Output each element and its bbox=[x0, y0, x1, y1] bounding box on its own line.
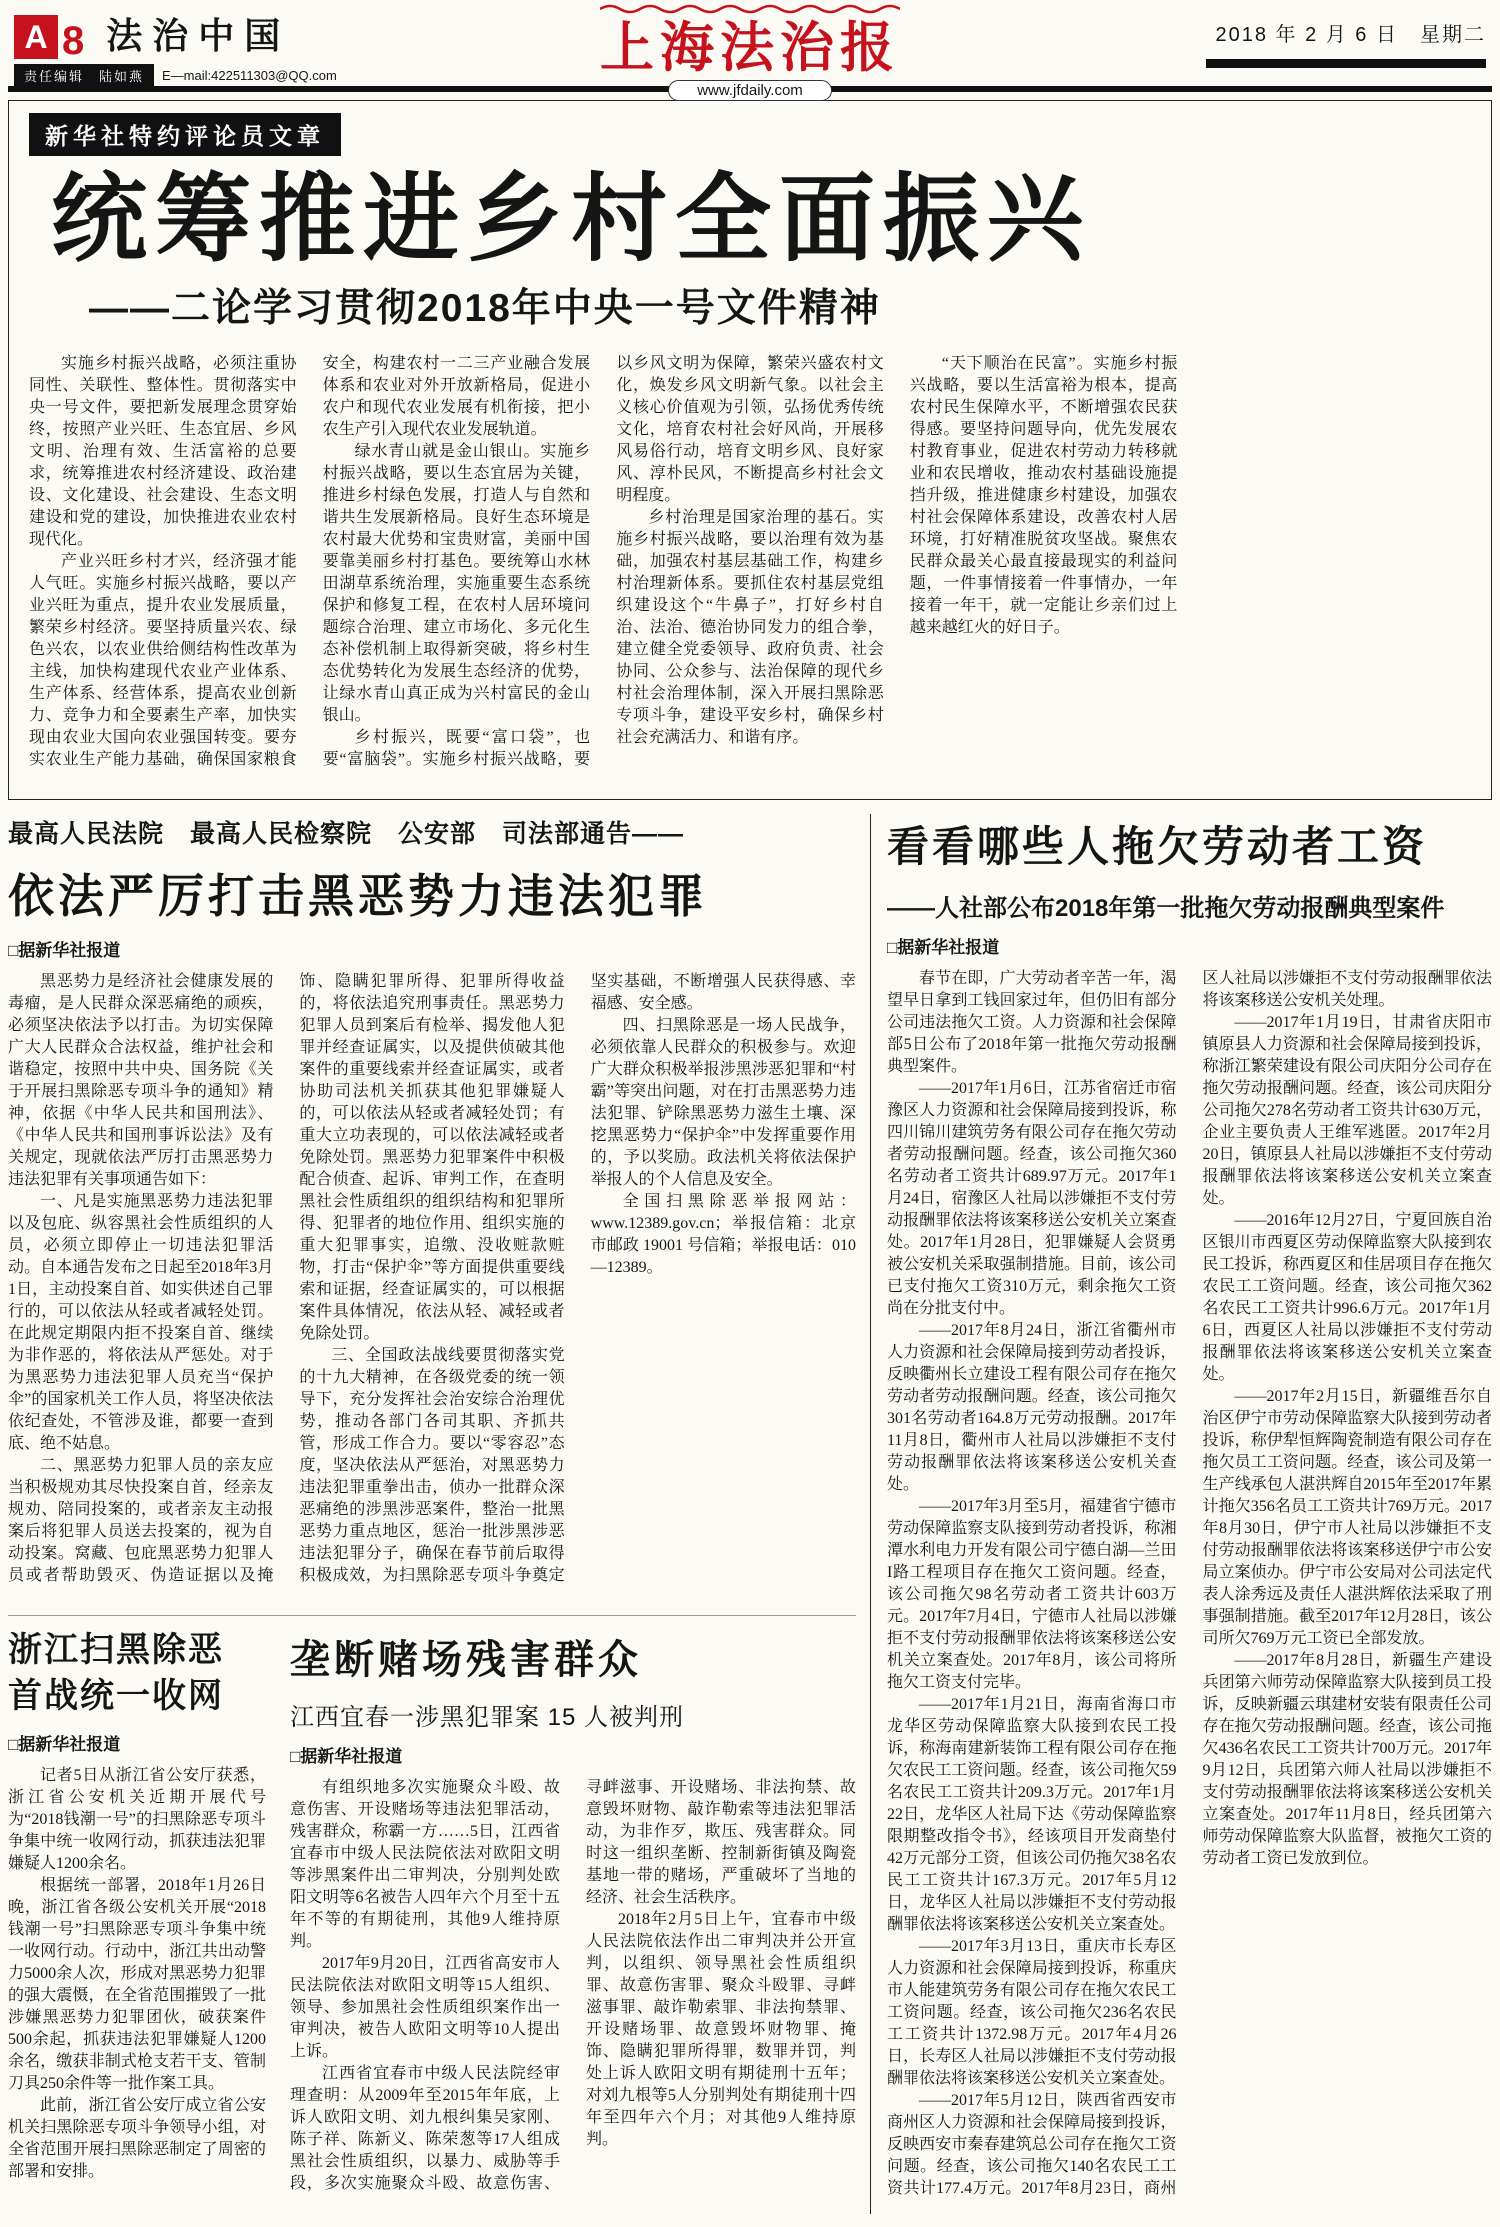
article-gambling bbox=[290, 1628, 856, 2214]
paragraph: 黑恶势力是经济社会健康发展的毒瘤，是人民群众深恶痛绝的顽疾，必须坚决依法予以打击。为切实保障广大人民群众合法权益，维护社会和谐稳定，按照中共中央、国务院《关于开展扫黑除恶专项斗争的通知》精神，依据《中华人民共和国刑法》、《中华人民共和国刑事诉讼法》及有关规定，现就依法严厉打击黑恶势力违法犯罪有关事项通告如下： bbox=[8, 973, 274, 1188]
editor-label: 责任编辑 陆如燕 bbox=[14, 64, 154, 87]
paragraph: 记者5日从浙江省公安厅获悉，浙江省公安机关近期开展代号为“2018钱潮一号”的扫黑除恶专项斗争集中统一收网行动，抓获违法犯罪嫌疑人1200余名。 bbox=[8, 1766, 266, 1872]
article-zhejiang bbox=[8, 1628, 266, 2214]
bottom-section bbox=[8, 814, 1492, 2214]
paragraph: 二、黑恶势力犯罪人员的亲友应当积极规劝其尽快投案自首，经亲友规劝、陪同投案的，或者亲友主动报案后将犯罪人员送去投案的，视为自动投案。窝藏、包庇黑恶势力犯罪人员或者帮助毁灭、伪造证据以及掩饰、隐瞒犯罪所得、犯罪所得收益的，将依法追究刑事责任。黑恶势力犯罪人员到案后有检举、揭发他人犯罪并经查证属实，以及提供侦破其他案件的重要线索并经查证属实，或者协助司法机关抓获其他犯罪嫌疑人的，可以依法从轻或者减轻处罚；有重大立功表现的，可以依法减轻或者免除处罚。黑恶势力犯罪案件中积极配合侦查、起诉、审判工作，在查明黑社会性质组织的组织结构和犯罪所得、犯罪者的地位作用、组织实施的重大犯罪事实，追缴、没收赃款赃物，打击“保护伞”等方面提供重要线索和证据，经查证属实的，可以根据案件具体情况，依法从轻、减轻或者免除处罚。 bbox=[8, 973, 565, 1584]
page-label bbox=[14, 8, 337, 63]
zhejiang-headline-line2: 首战统一收网 bbox=[8, 1676, 224, 1715]
paragraph: 三、全国政法战线要贯彻落实党的十九大精神，在各级党委的统一领导下，充分发挥社会治安综合治理优势，推动各部门各司其职、齐抓共管，形成工作合力。要以“零容忍”态度，坚决依法从严惩治，对黑恶势力违法犯罪重拳出击，侦办一批群众深恶痛绝的涉黑涉恶案件，整治一批黑恶势力重点地区，惩治一批涉黑涉恶违法犯罪分子，确保在春节前后取得积极成效，为扫黑除恶专项斗争奠定坚实基础，不断增强人民获得感、幸福感、安全感。 bbox=[299, 973, 856, 1584]
zhejiang-byline: □据新华社报道 bbox=[8, 1734, 121, 1754]
gambling-headline: 垄断赌场残害群众 bbox=[290, 1638, 642, 1682]
crackdown-body bbox=[8, 971, 856, 1601]
masthead-flourish-icon bbox=[600, 2, 900, 19]
article-crackdown bbox=[8, 814, 856, 1601]
paragraph: 此前，浙江省公安厅成立省公安机关扫黑除恶专项斗争领导小组，对全省范围开展扫黑除恶制定了周密的部署和安排。 bbox=[8, 2096, 266, 2180]
wages-headline: 看看哪些人拖欠劳动者工资 bbox=[887, 823, 1428, 870]
paragraph: ——2017年3月13日，重庆市长寿区人力资源和社会保障局接到投诉，称重庆市人能建筑劳务有限公司存在拖欠农民工工资问题。经查，该公司拖欠236名农民工工资共计1372.98万元。2017年4月26日，长寿区人社局以涉嫌拒不支付劳动报酬罪依法将该案移送公安机关立案查处。 bbox=[887, 1938, 1177, 2087]
wages-byline: □据新华社报道 bbox=[887, 938, 1000, 957]
paragraph: ——2017年2月15日，新疆维吾尔自治区伊宁市劳动保障监察大队接到劳动者投诉，称伊犁恒辉陶瓷制造有限公司存在拖欠员工工资问题。经查，该公司及第一生产线承包人湛洪辉自2015年至2017年累计拖欠356名员工工资共计769万元。2017年8月30日，伊宁市人社局以涉嫌拒不支付劳动报酬罪依法将该案移送伊宁市公安局立案侦办。伊宁市公安局对公司法定代表人涂秀远及责任人湛洪辉依法采取了刑事强制措施。截至2017年12月28日，该公司所欠769万元工资已全部发放。 bbox=[1202, 1388, 1492, 1647]
paragraph: 2017年9月20日，江西省高安市人民法院依法对欧阳文明等15人组织、领导、参加黑社会性质组织案作出一审判决，被告人欧阳文明等10人提出上诉。 bbox=[290, 1955, 560, 2060]
lead-article bbox=[8, 100, 1492, 800]
paragraph: ——2017年1月19日，甘肃省庆阳市镇原县人力资源和社会保障局接到投诉，称浙江繁荣建设有限公司庆阳分公司存在拖欠劳动报酬问题。经查，该公司庆阳分公司拖欠278名劳动者工资共计630万元，企业主要负责人王维军逃匿。2017年2月20日，镇原县人社局以涉嫌拒不支付劳动报酬罪依法将该案移送公安机关立案查处。 bbox=[1202, 1014, 1492, 1207]
section-title: 法治中国 bbox=[106, 15, 291, 56]
zhejiang-headline bbox=[8, 1628, 266, 1720]
paragraph: 一、凡是实施黑恶势力违法犯罪以及包庇、纵容黑社会性质组织的人员，必须立即停止一切违法犯罪活动。自本通告发布之日起至2018年3月1日，主动投案自首、如实供述自己罪行的，可以依法从轻或者减轻处罚。在此规定期限内拒不投案自首、继续为非作恶的，将依法从严惩处。对于为黑恶势力违法犯罪人员充当“保护伞”的国家机关工作人员，将坚决依法依纪查处，不管涉及谁，都要一查到底、绝不姑息。 bbox=[8, 1193, 274, 1452]
lead-article-tag: 新华社特约评论员文章 bbox=[29, 113, 341, 156]
paragraph: ——2017年3月至5月，福建省宁德市劳动保障监察支队接到劳动者投诉，称湘潭水利电力开发有限公司宁德白湖—兰田I路工程项目存在拖欠工资问题。经查，该公司拖欠98名劳动者工资共计603万元。2017年7月4日，宁德市人社局以涉嫌拒不支付劳动报酬罪依法将该案移送公安机关立案查处。2017年8月，该公司将所拖欠工资支付完毕。 bbox=[887, 1498, 1177, 1691]
editor-row bbox=[14, 64, 337, 87]
page-header bbox=[8, 0, 1492, 99]
date-underline-bar bbox=[1206, 59, 1486, 68]
zhejiang-headline-line1: 浙江扫黑除恶 bbox=[8, 1631, 224, 1669]
paragraph: ——2017年8月24日，浙江省衢州市人力资源和社会保障局接到劳动者投诉，反映衢州长立建设工程有限公司存在拖欠劳动者劳动报酬问题。经查，该公司拖欠301名劳动者164.8万元劳动报酬。2017年11月8日，衢州市人社局以涉嫌拒不支付劳动报酬罪依法将该案移送公安机关查处。 bbox=[887, 1322, 1177, 1493]
zhejiang-body bbox=[8, 1765, 266, 2214]
paragraph: ——2017年1月21日，海南省海口市龙华区劳动保障监察大队接到农民工投诉，称海南建新装饰工程有限公司存在拖欠农民工工资问题。经查，该公司拖欠59名农民工工资共计209.3万元。2017年1月22日，龙华区人社局下达《劳动保障监察限期整改指令书》，经该项目开发商垫付42万元部分工资，但该公司仍拖欠38名农民工工资共计167.3万元。2017年5月12日，龙华区人社局以涉嫌拒不支付劳动报酬罪依法将该案移送公安机关立案查处。 bbox=[887, 1696, 1177, 1933]
lead-article-body bbox=[29, 353, 1471, 789]
gambling-subtitle: 江西宜春一涉黑犯罪案 15 人被判刑 bbox=[290, 1704, 685, 1731]
crackdown-kicker: 最高人民法院 最高人民检察院 公安部 司法部通告—— bbox=[8, 820, 685, 848]
crackdown-byline: □据新华社报道 bbox=[8, 941, 121, 960]
header-left bbox=[14, 8, 337, 87]
header-right bbox=[1206, 8, 1486, 68]
gambling-byline: □据新华社报道 bbox=[290, 1747, 403, 1766]
crackdown-headline: 依法严厉打击黑恶势力违法犯罪 bbox=[8, 870, 708, 922]
article-wages bbox=[887, 814, 1492, 2214]
page-number: 8 bbox=[62, 19, 85, 63]
masthead-block bbox=[600, 2, 900, 101]
paragraph: 根据统一部署，2018年1月26日晚，浙江省各级公安机关开展“2018钱潮一号”扫黑除恶专项斗争集中统一收网行动。行动中，浙江共出动警力5000余人次，形成对黑恶势力犯罪的强大震慑，在全省范围摧毁了一批涉嫌黑恶势力犯罪团伙，破获案件500余起，抓获违法犯罪嫌疑人1200余名，缴获非制式枪支若干支、管制刀具250余件等一批作案工具。 bbox=[8, 1876, 266, 2092]
bottom-left-block bbox=[8, 814, 870, 2214]
masthead-title: 上海法治报 bbox=[600, 18, 900, 78]
paragraph: ——2017年8月28日，新疆生产建设兵团第六师劳动保障监察大队接到员工投诉，反映新疆云琪建材安装有限责任公司存在拖欠劳动报酬问题。经查，该公司拖欠436名农民工工资共计700万元。2017年9月12日，兵团第六师人社局以涉嫌拒不支付劳动报酬罪依法将该案移送公安机关立案查处。2017年11月8日，经兵团第六师劳动保障监察大队监督，被拖欠工资的劳动者工资已发放到位。 bbox=[1202, 1652, 1492, 1867]
paragraph: 实施乡村振兴战略，必须注重协同性、关联性、整体性。贯彻落实中央一号文件，要把新发展理念贯穿始终，按照产业兴旺、生态宜居、乡风文明、治理有效、生活富裕的总要求，统筹推进农村经济建设、政治建设、文化建设、社会建设、生态文明建设和党的建设，加快推进农业农村现代化。 bbox=[29, 354, 297, 548]
page-letter-badge: A bbox=[14, 15, 58, 59]
wages-body bbox=[887, 968, 1492, 2214]
paragraph: ——2017年1月6日，江苏省宿迁市宿豫区人力资源和社会保障局接到投诉，称四川锦川建筑劳务有限公司存在拖欠劳动者劳动报酬问题。经查，该公司拖欠360名劳动者工资共计689.97万元。2017年1月24日，宿豫区人社局以涉嫌拒不支付劳动报酬罪依法将该案移送公安机关立案查处。2017年1月28日，犯罪嫌疑人会贤勇被公安机关采取强制措施。目前，该公司已支付拖欠工资310万元，剩余拖欠工资尚在分批支付中。 bbox=[887, 1080, 1177, 1317]
paragraph: 乡村振兴，既要“富口袋”，也要“富脑袋”。实施乡村振兴战略，要以乡风文明为保障，繁荣兴盛农村文化，焕发乡风文明新气象。以社会主义核心价值观为引领，弘扬优秀传统文化，培育农村社会好风尚，开展移风易俗行动，培育文明乡风、良好家风、淳朴民风，不断提高乡村社会文明程度。 bbox=[322, 354, 884, 768]
paragraph: “天下顺治在民富”。实施乡村振兴战略，要以生活富裕为根本，提高农村民生保障水平，不断增强农民获得感。要坚持问题导向，优先发展农村教育事业，促进农村劳动力转移就业和农民增收，推动农村基础设施提挡升级，推进健康乡村建设，加强农村社会保障体系建设，改善农村人居环境，打好精准脱贫攻坚战。聚焦农民群众最关心最直接最现实的利益问题，一件事情接着一件事情办，一年接着一年干，就一定能让乡亲们过上越来越红火的好日子。 bbox=[909, 354, 1178, 636]
paragraph: ——2017年5月12日，陕西省西安市商州区人力资源和社会保障局接到投诉，反映西安市秦春建筑总公司存在拖欠工资问题。经查，该公司拖欠140名农民工工资共计177.4万元。2017年8月23日，商州区人社局以涉嫌拒不支付劳动报酬罪依法将该案移送公安机关处理。 bbox=[887, 970, 1492, 2197]
paragraph: 乡村治理是国家治理的基石。实施乡村振兴战略，要以治理有效为基础，加强农村基层基础工作，构建乡村治理新体系。要抓住农村基层党组织建设这个“牛鼻子”，打好乡村自治、法治、德治协同发力的组合拳，建立健全党委领导、政府负责、社会协同、公众参与、法治保障的现代乡村社会治理体制，深入开展扫黑除恶专项斗争，建设平安乡村，确保乡村社会充满活力、和谐有序。 bbox=[616, 508, 884, 746]
masthead-website: www.jfdaily.com bbox=[668, 80, 832, 101]
bottom-right-block bbox=[871, 814, 1492, 2214]
lead-headline: 统筹推进乡村全面振兴 bbox=[51, 166, 1091, 273]
paragraph: ——2016年12月27日，宁夏回族自治区银川市西夏区劳动保障监察大队接到农民工投诉，称西夏区和佳居项目存在拖欠农民工工资问题。经查，该公司拖欠362名农民工工资共计996.6万元。2017年1月6日，西夏区人社局以涉嫌拒不支付劳动报酬罪依法将该案移送公安机关立案查处。 bbox=[1202, 1212, 1492, 1383]
paragraph: 江西省宜春市中级人民法院经审理查明：从2009年至2015年年底，上诉人欧阳文明、刘九根纠集吴家刚、陈子祥、陈新义、陈荣葱等17人组成黑社会性质组织，以暴力、威胁等手段，多次实施聚众斗殴、故意伤害、寻衅滋事、开设赌场、非法拘禁、故意毁坏财物、敲诈勒索等违法犯罪活动，为非作歹，欺压、残害群众。同时这一组织垄断、控制新街镇及陶瓷基地一带的赌场，严重破坏了当地的经济、社会生活秩序。 bbox=[290, 1779, 856, 2192]
gambling-body bbox=[290, 1777, 856, 2214]
publication-date: 2018 年 2 月 6 日 星期二 bbox=[1215, 24, 1486, 46]
paragraph: 有组织地多次实施聚众斗殴、故意伤害、开设赌场等违法犯罪活动，残害群众，称霸一方……5日，江西省宜春市中级人民法院依法对欧阳文明等涉黑案件出二审判决，分别判处欧阳文明等6名被告人四年六个月至十五年不等的有期徒刑，其他9人维持原判。 bbox=[290, 1779, 560, 1950]
paragraph: 四、扫黑除恶是一场人民战争，必须依靠人民群众的积极参与。欢迎广大群众积极举报涉黑涉恶犯罪和“村霸”等突出问题，对在打击黑恶势力违法犯罪、铲除黑恶势力滋生土壤、深挖黑恶势力“保护伞”中发挥重要作用的，予以奖励。政法机关将依法保护举报人的个人信息及安全。 bbox=[590, 1017, 856, 1188]
lower-left-row bbox=[8, 1615, 856, 2214]
paragraph: 产业兴旺乡村才兴，经济强才能人气旺。实施乡村振兴战略，要以产业兴旺为重点，提升农业发展质量，繁荣乡村经济。要坚持质量兴农、绿色兴农，以农业供给侧结构性改革为主线，加快构建现代农业产业体系、生产体系、经营体系，提高农业创新力、竞争力和全要素生产率，加快实现由农业大国向农业强国转变。要夯实农业生产能力基础，确保国家粮食安全，构建农村一二三产业融合发展体系和农业对外开放新格局，促进小农户和现代农业发展有机衔接，把小农生产引入现代农业发展轨道。 bbox=[29, 354, 591, 768]
paragraph: 春节在即，广大劳动者辛苦一年，渴望早日拿到工钱回家过年，但仍旧有部分公司违法拖欠工资。人力资源和社会保障部5日公布了2018年第一批拖欠劳动报酬典型案件。 bbox=[887, 970, 1177, 1075]
lead-subtitle: ——二论学习贯彻2018年中央一号文件精神 bbox=[89, 286, 881, 330]
paragraph: 全国扫黑除恶举报网站：www.12389.gov.cn；举报信箱：北京市邮政 19001 号信箱；举报电话：010—12389。 bbox=[590, 1193, 856, 1276]
paragraph: 绿水青山就是金山银山。实施乡村振兴战略，要以生态宜居为关键，推进乡村绿色发展，打造人与自然和谐共生发展新格局。良好生态环境是农村最大优势和宝贵财富，美丽中国要靠美丽乡村打基色。要统筹山水林田湖草系统治理，实施重要生态系统保护和修复工程，在农村人居环境问题综合治理、建立市场化、多元化生态补偿机制上取得新突破，将乡村生态优势转化为发展生态经济的优势，让绿水青山真正成为兴村富民的金山银山。 bbox=[322, 442, 591, 724]
paragraph: 2018年2月5日上午，宜春市中级人民法院依法作出二审判决并公开宣判，以组织、领导黑社会性质组织罪、故意伤害罪、聚众斗殴罪、寻衅滋事罪、敲诈勒索罪、非法拘禁罪、开设赌场罪、故意毁坏财物罪、掩饰、隐瞒犯罪所得罪，数罪并罚，判处上诉人欧阳文明有期徒刑十五年；对刘九根等5人分别判处有期徒刑十四年至四年六个月；对其他9人维持原判。 bbox=[586, 1911, 856, 2148]
wages-subtitle: ——人社部公布2018年第一批拖欠劳动报酬典型案件 bbox=[887, 895, 1445, 922]
editor-email: E—mail:422511303@QQ.com bbox=[162, 68, 337, 83]
